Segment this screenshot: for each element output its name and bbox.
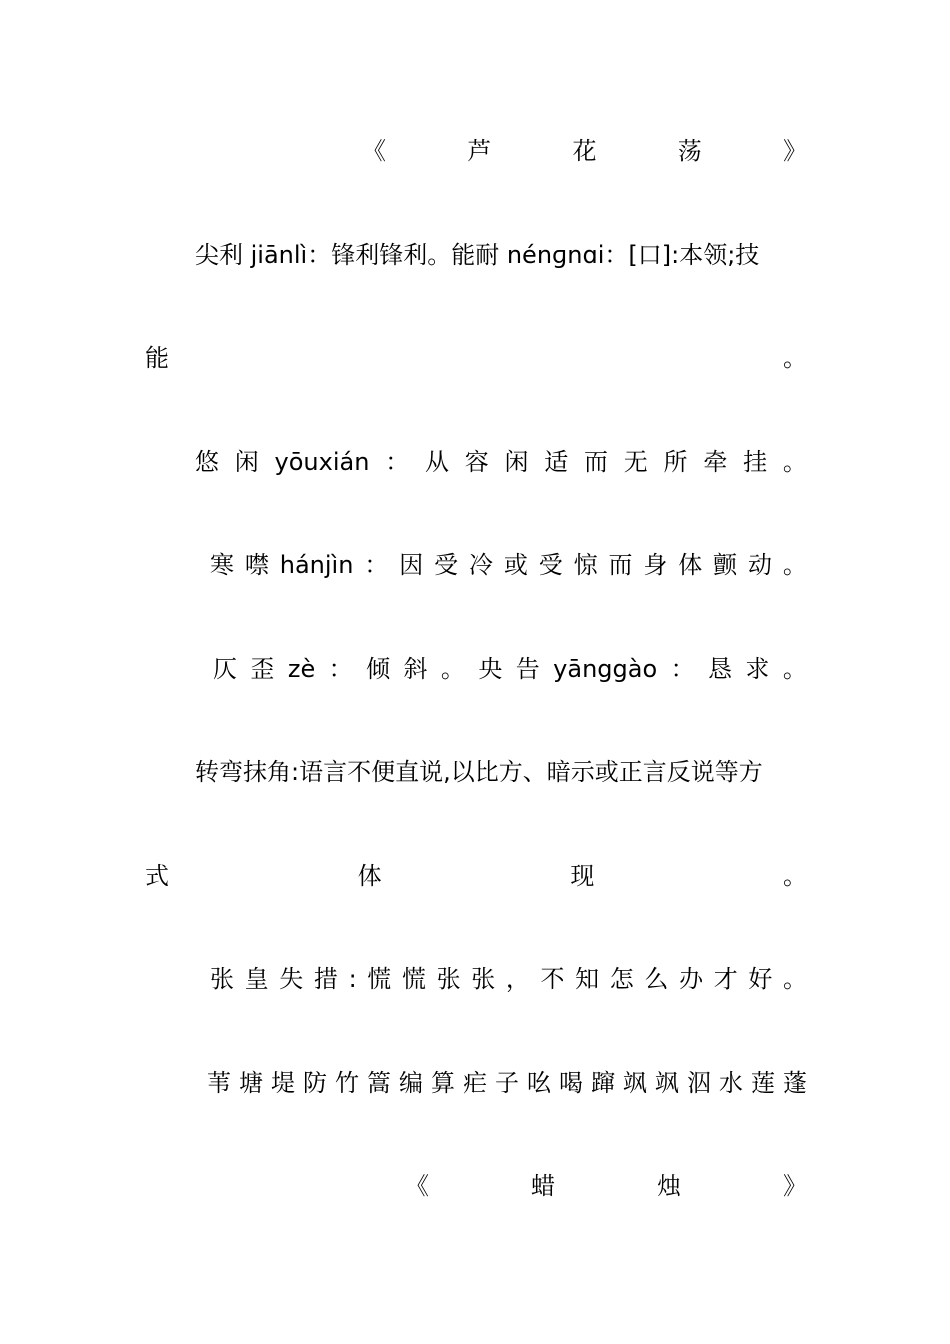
title-char: 《 — [405, 1172, 429, 1200]
vocab-char: 水 — [719, 1069, 743, 1097]
text-char: 恳 — [708, 655, 732, 683]
text-char: 闲 — [234, 448, 259, 476]
text-char: 不 — [540, 965, 565, 993]
text-char: ： — [670, 655, 695, 683]
text-char: 歪 — [250, 655, 275, 683]
text-char: 悠 — [195, 448, 219, 476]
text-char: 寒 — [210, 551, 234, 579]
definition-zewai — [145, 654, 807, 684]
text-char: 而 — [608, 551, 633, 579]
vocab-char: 吆 — [527, 1069, 551, 1097]
vocabulary-list — [145, 1068, 807, 1098]
title-char: 蜡 — [531, 1172, 555, 1200]
vocab-char: 算 — [431, 1069, 455, 1097]
text-char: 好 — [748, 965, 773, 993]
text-char: 挂 — [743, 448, 768, 476]
text-char: 体 — [678, 551, 703, 579]
definition-jianli-end — [145, 343, 807, 373]
text-char: 受 — [434, 551, 459, 579]
text-char: 倾 — [366, 655, 391, 683]
definition-hanjin — [145, 550, 807, 580]
text-char: 知 — [575, 965, 600, 993]
text-char: 才 — [713, 965, 738, 993]
title-char: 烛 — [657, 1172, 681, 1200]
text-char: 所 — [663, 448, 688, 476]
text-char: 张 — [471, 965, 496, 993]
pinyin: yōuxián — [274, 448, 370, 476]
title-la-zhu — [405, 1171, 807, 1201]
text-char: 或 — [503, 551, 528, 579]
vocab-char: 子 — [495, 1069, 519, 1097]
text-char: ： — [364, 551, 389, 579]
text-char: 容 — [464, 448, 489, 476]
vocab-char: 防 — [303, 1069, 327, 1097]
text-char: 告 — [515, 655, 540, 683]
text-char: 慌 — [367, 965, 392, 993]
text-char: 办 — [679, 965, 704, 993]
text-char: 。 — [782, 448, 807, 476]
text-char: 无 — [623, 448, 648, 476]
text-char: 身 — [643, 551, 668, 579]
title-char: 《 — [362, 137, 386, 165]
text-char: 张 — [436, 965, 461, 993]
vocab-char: 疟 — [463, 1069, 487, 1097]
text-char: 张 — [210, 965, 234, 993]
text-char: 现 — [570, 862, 595, 890]
text-char: 皇 — [244, 965, 269, 993]
text-char: 适 — [544, 448, 569, 476]
vocab-char: 编 — [399, 1069, 423, 1097]
text-char: 措 — [313, 965, 338, 993]
text-char: 惊 — [573, 551, 598, 579]
vocab-char: 飒 — [655, 1069, 679, 1097]
title-lu-hua-dang — [362, 136, 807, 166]
title-char: 花 — [572, 137, 597, 165]
text-char: 么 — [644, 965, 669, 993]
text-char: 怎 — [609, 965, 634, 993]
pinyin: yānggào — [553, 655, 658, 683]
title-char: 荡 — [677, 137, 702, 165]
text-char: ： — [385, 448, 410, 476]
text-char: 。 — [782, 655, 807, 683]
text-char: 。 — [783, 344, 807, 372]
text-char: 因 — [399, 551, 424, 579]
vocab-char: 蹿 — [591, 1069, 615, 1097]
vocab-char: 篙 — [367, 1069, 391, 1097]
definition-zhuanwan: 转弯抹角:语言不便直说,以比方、暗示或正言反说等方 — [195, 758, 763, 786]
text-char: 体 — [357, 862, 382, 890]
text-char: 噤 — [244, 551, 269, 579]
text-char: 颤 — [713, 551, 738, 579]
text-char: 求 — [745, 655, 770, 683]
vocab-char: 蓬 — [783, 1069, 807, 1097]
title-char: 芦 — [467, 137, 492, 165]
definition-zhanghuang — [145, 964, 807, 994]
text-char: 仄 — [213, 655, 237, 683]
text-char: 能 — [145, 344, 169, 372]
text-char: 央 — [478, 655, 503, 683]
title-char: 》 — [783, 1172, 807, 1200]
definition-zhuanwan-end — [145, 861, 807, 891]
pinyin: zè — [287, 655, 316, 683]
text-char: 。 — [782, 965, 807, 993]
pinyin: hánjìn — [279, 551, 354, 579]
title-char: 》 — [783, 137, 807, 165]
text-char: 受 — [538, 551, 563, 579]
vocab-char: 莲 — [751, 1069, 775, 1097]
text-char: 式 — [145, 862, 169, 890]
text-char: 闲 — [504, 448, 529, 476]
vocab-char: 堤 — [271, 1069, 295, 1097]
text-char: 。 — [782, 862, 807, 890]
text-char: 而 — [584, 448, 609, 476]
text-char: : — [348, 965, 357, 993]
vocab-char: 塘 — [239, 1069, 263, 1097]
text-char: 从 — [424, 448, 449, 476]
vocab-char: 飒 — [623, 1069, 647, 1097]
vocab-char: 苇 — [207, 1069, 231, 1097]
text-char: 牵 — [703, 448, 728, 476]
definition-jianli: 尖利 jiānlì：锋利锋利。能耐 nénɡnɑi：[口]:本领;技 — [195, 241, 760, 269]
text-char: ： — [328, 655, 353, 683]
text-char: 慌 — [401, 965, 426, 993]
text-char: 。 — [782, 551, 807, 579]
text-char: 动 — [747, 551, 772, 579]
vocab-char: 泅 — [687, 1069, 711, 1097]
text-char: ， — [505, 965, 530, 993]
text-char: 斜 — [403, 655, 428, 683]
definition-youxian — [145, 447, 807, 477]
text-char: 。 — [440, 655, 465, 683]
text-char: 失 — [279, 965, 304, 993]
vocab-char: 竹 — [335, 1069, 359, 1097]
vocab-char: 喝 — [559, 1069, 583, 1097]
text-char: 冷 — [468, 551, 493, 579]
